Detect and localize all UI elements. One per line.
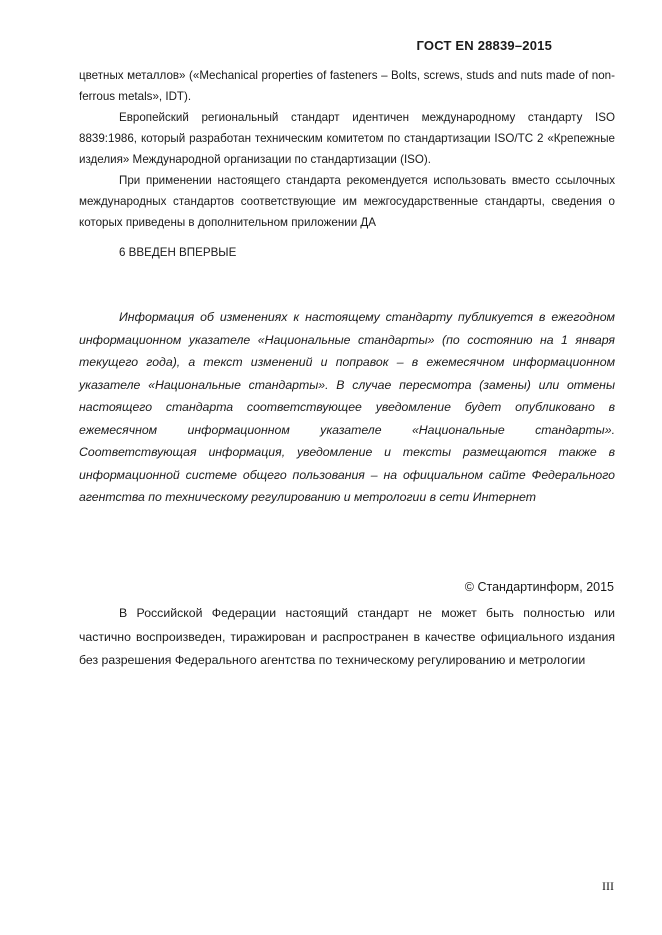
page-number: III xyxy=(602,879,614,893)
amendments-info-notice xyxy=(79,306,615,509)
introduction-item xyxy=(79,242,615,263)
identity-statement-paragraph: Европейский региональный стандарт идентичен международному стандарту ISO 8839:1986, который разработан техническим комитетом по стандартизации ISO/TC 2 «Крепежные изделия» Международной организации по стандартизации (ISO). xyxy=(79,111,615,166)
copyright-line: © Стандартинформ, 2015 xyxy=(464,580,614,594)
introduced-first-time-item: 6 ВВЕДЕН ВПЕРВЫЕ xyxy=(119,246,237,259)
top-section xyxy=(79,65,615,233)
title-continuation-paragraph: цветных металлов» («Mechanical properties of fasteners – Bolts, screws, studs and nuts made of non-ferrous metals», IDT). xyxy=(79,69,615,103)
reproduction-rights-text: В Российской Федерации настоящий стандарт не может быть полностью или частично воспроизведен, тиражирован и распространен в качестве официального издания без разрешения Федерального агентства по техническому регулированию и метрологии xyxy=(79,606,615,667)
reference-standards-paragraph: При применении настоящего стандарта рекомендуется использовать вместо ссылочных международных стандартов соответствующие им межгосударственные стандарты, сведения о которых приведены в дополнительном приложении ДА xyxy=(79,174,615,229)
standard-code-header: ГОСТ EN 28839–2015 xyxy=(416,38,552,53)
reproduction-rights-notice xyxy=(79,602,615,673)
amendments-info-text: Информация об изменениях к настоящему стандарту публикуется в ежегодном информационном указателе «Национальные стандарты» (по состоянию на 1 января текущего года), а текст изменений и поправок – в ежемесячном информационном указателе «Национальные стандарты». В случае пересмотра (замены) или отмены настоящего стандарта соответствующее уведомление будет опубликовано в ежемесячном информационном указателе «Национальные стандарты». Соответствующая информация, уведомление и тексты размещаются также в информационной системе общего пользования – на официальном сайте Федерального агентства по техническому регулированию и метрологии в сети Интернет xyxy=(79,310,615,504)
